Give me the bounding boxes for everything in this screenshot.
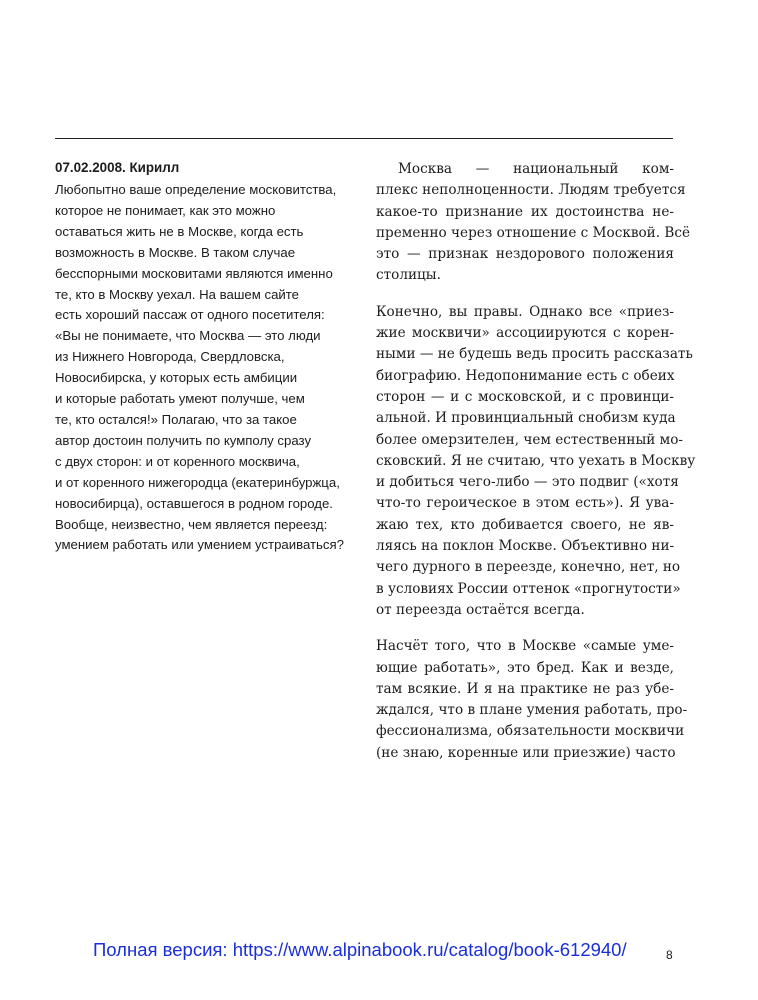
- reply-line: что-то героическое в этом есть»). Я ува-: [376, 495, 674, 512]
- reply-line: пременно через отношение с Москвой. Всё: [376, 224, 691, 241]
- comment-heading: 07.02.2008. Кирилл: [55, 160, 180, 175]
- reply-line: ждался, что в плане умения работать, про-: [376, 702, 688, 719]
- reply-paragraph: [376, 159, 691, 287]
- comment-line: Вообще, неизвестно, чем является переезд:: [55, 516, 328, 532]
- reply-line: (не знаю, коренные или приезжие) часто: [376, 744, 676, 761]
- comment-line: те, кто в Москву уехал. На вашем сайте: [55, 286, 300, 302]
- comment-body: [55, 180, 360, 556]
- reply-column: [376, 159, 696, 779]
- reply-line: это — признак нездорового положения: [376, 246, 674, 263]
- reply-line: чего дурного в переезде, конечно, нет, но: [376, 559, 681, 576]
- comment-line: из Нижнего Новгорода, Свердловска,: [55, 349, 285, 365]
- reply-line: от переезда остаётся всегда.: [376, 601, 585, 618]
- reply-paragraph: [376, 302, 696, 621]
- comment-line: Любопытно ваше определение московитства,: [55, 182, 337, 197]
- comment-line: умением работать или умением устраиваться?: [55, 537, 344, 553]
- page-number: 8: [666, 948, 673, 962]
- header-rule: [55, 138, 673, 139]
- reply-line: ными — не будешь ведь просить рассказать: [376, 346, 693, 363]
- reply-line: ляясь на поклон Москве. Объективно ни-: [376, 538, 675, 555]
- comment-line: те, кто остался!» Полагаю, что за такое: [55, 411, 297, 427]
- full-version-link[interactable]: Полная версия: https://www.alpinabook.ru/catalog/book-612940/: [93, 939, 627, 960]
- reply-line: фессионализма, обязательности москвичи: [376, 723, 685, 740]
- reply-line: какое-то признание их достоинства не-: [376, 203, 674, 220]
- comment-column: [55, 158, 360, 556]
- reply-line: и добиться чего-либо — это подвиг («хотя: [376, 474, 679, 491]
- comment-line: и которые работать умеют получше, чем: [55, 391, 305, 407]
- reply-line: сковский. Я не считаю, что уехать в Москву: [376, 452, 696, 469]
- comment-line: возможность в Москве. В таком случае: [55, 244, 296, 260]
- reply-line: Насчёт того, что в Москве «самые уме-: [376, 638, 674, 655]
- reply-line: альной. И провинциальный снобизм куда: [376, 410, 676, 427]
- comment-line: есть хороший пассаж от одного посетителя:: [55, 307, 325, 323]
- reply-line: столицы.: [376, 267, 441, 284]
- comment-line: оставаться жить не в Москве, когда есть: [55, 223, 304, 239]
- reply-paragraph: [376, 636, 688, 764]
- reply-line: в условиях России оттенок «прогнутости»: [376, 580, 681, 597]
- reply-line: плекс неполноценности. Людям требуется: [376, 182, 686, 199]
- reply-line: более омерзителен, чем естественный мо-: [376, 431, 683, 448]
- reply-line: Москва — национальный ком-: [398, 161, 674, 177]
- comment-line: бесспорными московитами являются именно: [55, 265, 333, 281]
- reply-line: биографию. Недопонимание есть с обеих: [376, 367, 675, 384]
- comment-line: и от коренного нижегородца (екатеринбуржца,: [55, 474, 340, 490]
- reply-line: жие москвичи» ассоциируются с корен-: [376, 325, 674, 342]
- reply-line: ющие работать», это бред. Как и везде,: [376, 659, 674, 676]
- reply-line: сторон — и с московской, и с провинци-: [376, 388, 674, 405]
- comment-line: «Вы не понимаете, что Москва — это люди: [55, 328, 321, 344]
- comment-line: Новосибирска, у которых есть амбиции: [55, 370, 298, 386]
- comment-line: которое не понимает, как это можно: [55, 202, 276, 218]
- reply-line: жаю тех, кто добивается своего, не яв-: [376, 516, 674, 533]
- comment-line: с двух сторон: и от коренного москвича,: [55, 453, 300, 469]
- comment-line: автор достоин получить по кумполу сразу: [55, 432, 312, 448]
- reply-line: Конечно, вы правы. Однако все «приез-: [376, 303, 674, 320]
- comment-line: новосибирца), оставшегося в родном городе.: [55, 495, 333, 511]
- reply-line: там всякие. И я на практике не раз убе-: [376, 680, 674, 697]
